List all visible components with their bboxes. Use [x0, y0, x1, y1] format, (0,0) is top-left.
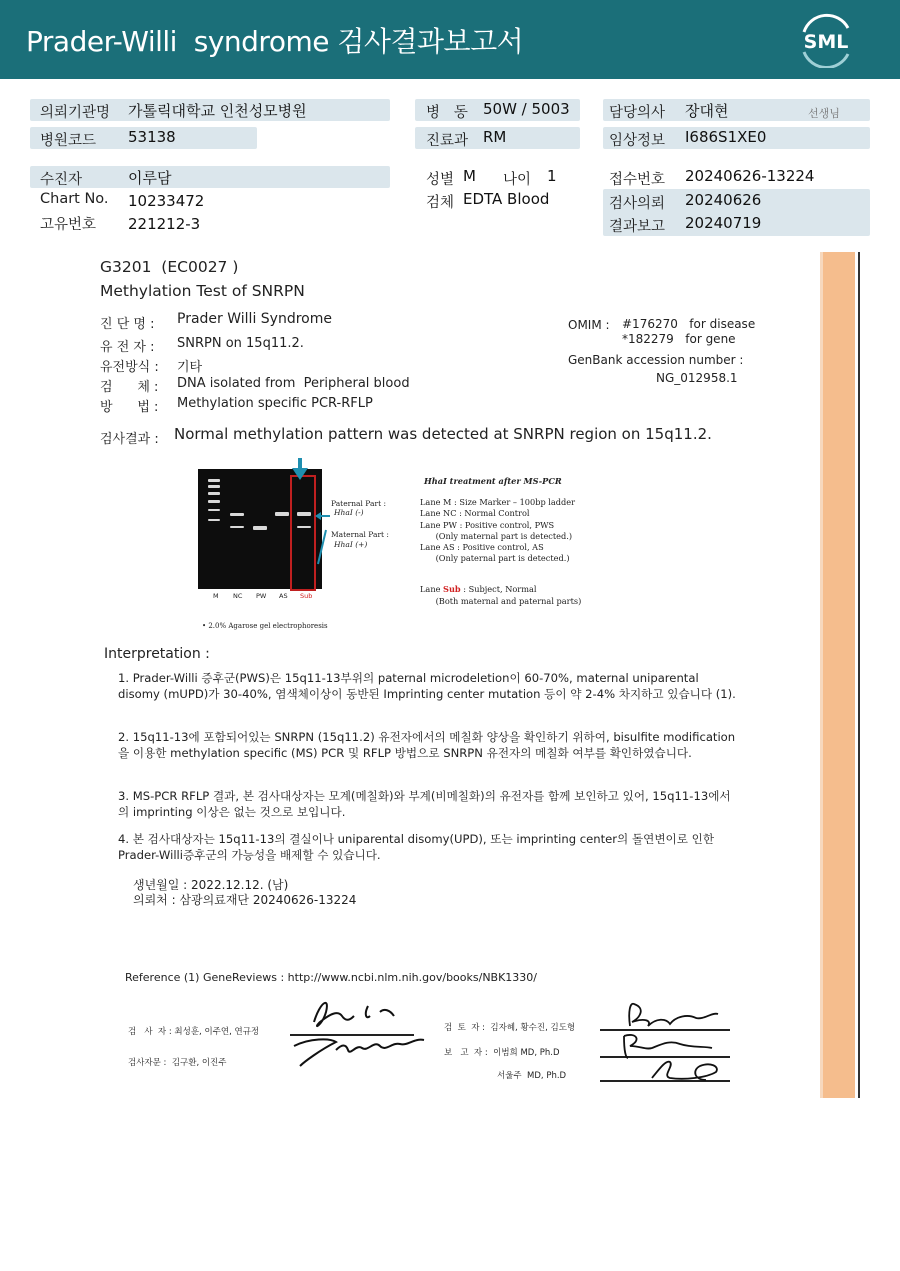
report-header — [0, 0, 900, 79]
age-value: 1 — [547, 167, 557, 185]
diagnosis-label: 진 단 명 : — [100, 317, 155, 332]
interpretation-item: 1. Prader-Willi 증후군(PWS)은 15q11-13부위의 paternal microdeletion이 60-70%, maternal uniparental disomy (mUPD)가 30-40%, 염색체이상이 동반된 Imprinting center mutation 등이 약 2-4% 차지하고 있습니다 (1). — [118, 671, 736, 701]
legend-subject-prefix: Lane — [420, 584, 444, 594]
chart-no-label: Chart No. — [40, 191, 109, 207]
gene-label: 유 전 자 : — [100, 340, 155, 355]
arrow-down-icon — [290, 458, 310, 482]
lane-label: AS — [279, 592, 288, 600]
paternal-part-enzyme: HhaI (-) — [334, 508, 364, 517]
paternal-part-label: Paternal Part : — [331, 499, 386, 508]
reporter: 보 고 자 : 이범희 MD, Ph.D — [444, 1048, 560, 1058]
legend-item: (Only maternal part is detected.) — [420, 530, 573, 541]
ward-value: 50W / 5003 — [483, 100, 570, 118]
legend-subject — [420, 577, 581, 607]
hospital-code-value: 53138 — [128, 128, 176, 146]
request-date-value: 20240626 — [685, 191, 762, 209]
genbank-value: NG_012958.1 — [656, 371, 738, 385]
doctor-suffix: 선생님 — [808, 107, 840, 120]
legend-title: HhaI treatment after MS-PCR — [424, 476, 562, 486]
ward-label: 병 동 — [426, 105, 468, 121]
specimen-label: 검체 — [426, 195, 455, 211]
omim-label: OMIM : — [568, 318, 610, 332]
legend-subject-note: (Both maternal and paternal parts) — [420, 596, 582, 606]
patient-value: 이루담 — [128, 169, 172, 187]
page-edge-strip — [823, 252, 855, 1098]
legend-item: Lane AS : Positive control, AS — [420, 542, 544, 553]
test-title: Methylation Test of SNRPN — [100, 282, 305, 300]
chart-no-value: 10233472 — [128, 192, 205, 210]
maternal-part-label: Maternal Part : — [331, 530, 389, 539]
examiner-signature-icon — [290, 992, 430, 1074]
gel-band — [208, 500, 220, 503]
gel-band — [208, 519, 220, 521]
birth-date: 생년월일 : 2022.12.12. (남) — [133, 878, 289, 892]
legend-item: Lane M : Size Marker – 100bp ladder — [420, 497, 576, 507]
gel-band — [275, 512, 289, 516]
request-date-label: 검사의뢰 — [609, 196, 666, 212]
sex-value: M — [463, 167, 476, 185]
requesting-institution-label: 의뢰기관명 — [40, 105, 111, 121]
gel-band — [208, 509, 220, 511]
genbank-label: GenBank accession number : — [568, 353, 744, 367]
gel-band — [230, 513, 244, 516]
sex-label: 성별 — [426, 172, 455, 188]
interpretation-item: 4. 본 검사대상자는 15q11-13의 결실이나 uniparental disomy(UPD), 또는 imprinting center의 돌연변이로 인한 Prader-Willi증후군의 가능성을 배제할 수 있습니다. — [118, 832, 715, 862]
gel-caption: • 2.0% Agarose gel electrophoresis — [202, 622, 328, 630]
sml-logo-icon — [796, 12, 856, 68]
reviewers: 검 토 자 : 김자혜, 황수진, 김도형 — [444, 1023, 576, 1033]
receipt-no-label: 접수번호 — [609, 172, 666, 188]
report-date-value: 20240719 — [685, 214, 762, 232]
lane-label: M — [213, 592, 219, 600]
result-value: Normal methylation pattern was detected at SNRPN region on 15q11.2. — [174, 425, 712, 443]
specimen-value: DNA isolated from Peripheral blood — [177, 376, 410, 391]
legend-item: Lane NC : Normal Control — [420, 508, 530, 519]
gel-band — [208, 479, 220, 482]
gel-band — [208, 492, 220, 495]
doctor-value: 장대현 — [685, 102, 729, 120]
specimen-value: EDTA Blood — [463, 190, 550, 208]
reviewer-signature-icon — [600, 996, 730, 1086]
requesting-institution-value: 가톨릭대학교 인천성모병원 — [128, 102, 307, 120]
lane-label: PW — [256, 592, 267, 600]
interpretation-item: 2. 15q11-13에 포함되어있는 SNRPN (15q11.2) 유전자에서의 메칠화 양상을 확인하기 위하여, bisulfite modification을 이용한 methylation specific (MS) PCR 및 RFLP 방법으로 SNRPN 유전자의 메칠화 여부를 확인하였습니다. — [118, 730, 736, 760]
department-value: RM — [483, 128, 507, 146]
omim-gene: *182279 for gene — [622, 332, 736, 346]
omim-disease: #176270 for disease — [622, 317, 756, 331]
doctor-label: 담당의사 — [609, 105, 666, 121]
inheritance-label: 유전방식 : — [100, 360, 159, 375]
subject-lane-highlight — [290, 475, 316, 591]
logo-text: SML — [803, 31, 849, 53]
legend-subject-word: Sub — [443, 584, 461, 594]
maternal-part-enzyme: HhaI (+) — [334, 540, 368, 549]
patient-label: 수진자 — [40, 172, 83, 188]
unique-no-value: 221212-3 — [128, 215, 201, 233]
gene-value: SNRPN on 15q11.2. — [177, 336, 304, 351]
unique-no-label: 고유번호 — [40, 217, 97, 233]
receipt-no-value: 20240626-13224 — [685, 167, 815, 185]
lane-label: NC — [233, 592, 243, 600]
pointer-arrows-icon — [314, 508, 332, 566]
requester: 의뢰처 : 삼광의료재단 20240626-13224 — [133, 893, 357, 907]
report-date-label: 결과보고 — [609, 219, 666, 235]
clinical-info-label: 임상정보 — [609, 133, 666, 149]
legend-item: (Only paternal part is detected.) — [420, 553, 570, 564]
inheritance-value: 기타 — [177, 360, 203, 375]
specimen-label: 검 체 : — [100, 380, 159, 395]
gel-band — [208, 485, 220, 488]
info-bar — [30, 166, 390, 188]
legend-list — [420, 497, 575, 565]
method-label: 방 법 : — [100, 400, 159, 415]
gel-band — [253, 526, 267, 530]
gel-band — [230, 526, 244, 528]
interpretation-title: Interpretation : — [104, 646, 210, 662]
test-code: G3201 (EC0027 ) — [100, 258, 239, 276]
legend-subject-rest: : Subject, Normal — [460, 584, 537, 594]
advisors: 검사자문 : 김구환, 이진주 — [128, 1058, 227, 1068]
diagnosis-value: Prader Willi Syndrome — [177, 311, 332, 327]
result-label: 검사결과 : — [100, 432, 159, 447]
department-label: 진료과 — [426, 133, 469, 149]
report-title: Prader-Willi syndrome 검사결과보고서 — [26, 25, 524, 58]
clinical-info-value: I686S1XE0 — [685, 128, 767, 146]
examiners: 검 사 자 : 최성훈, 이주연, 연규정 — [128, 1027, 260, 1037]
hospital-code-label: 병원코드 — [40, 133, 97, 149]
legend-item: Lane PW : Positive control, PWS — [420, 519, 555, 530]
method-value: Methylation specific PCR-RFLP — [177, 396, 373, 411]
reference: Reference (1) GeneReviews : http://www.ncbi.nlm.nih.gov/books/NBK1330/ — [125, 971, 538, 984]
reporter-2: 서울주 MD, Ph.D — [497, 1071, 567, 1081]
age-label: 나이 — [503, 172, 532, 188]
interpretation-item: 3. MS-PCR RFLP 결과, 본 검사대상자는 모계(메칠화)와 부계(비메칠화)의 유전자를 함께 보인하고 있어, 15q11-13에서의 imprinting 이상은 없는 것으로 보입니다. — [118, 789, 731, 819]
page-edge-line — [858, 252, 860, 1098]
lane-label-subject: Sub — [300, 592, 313, 600]
